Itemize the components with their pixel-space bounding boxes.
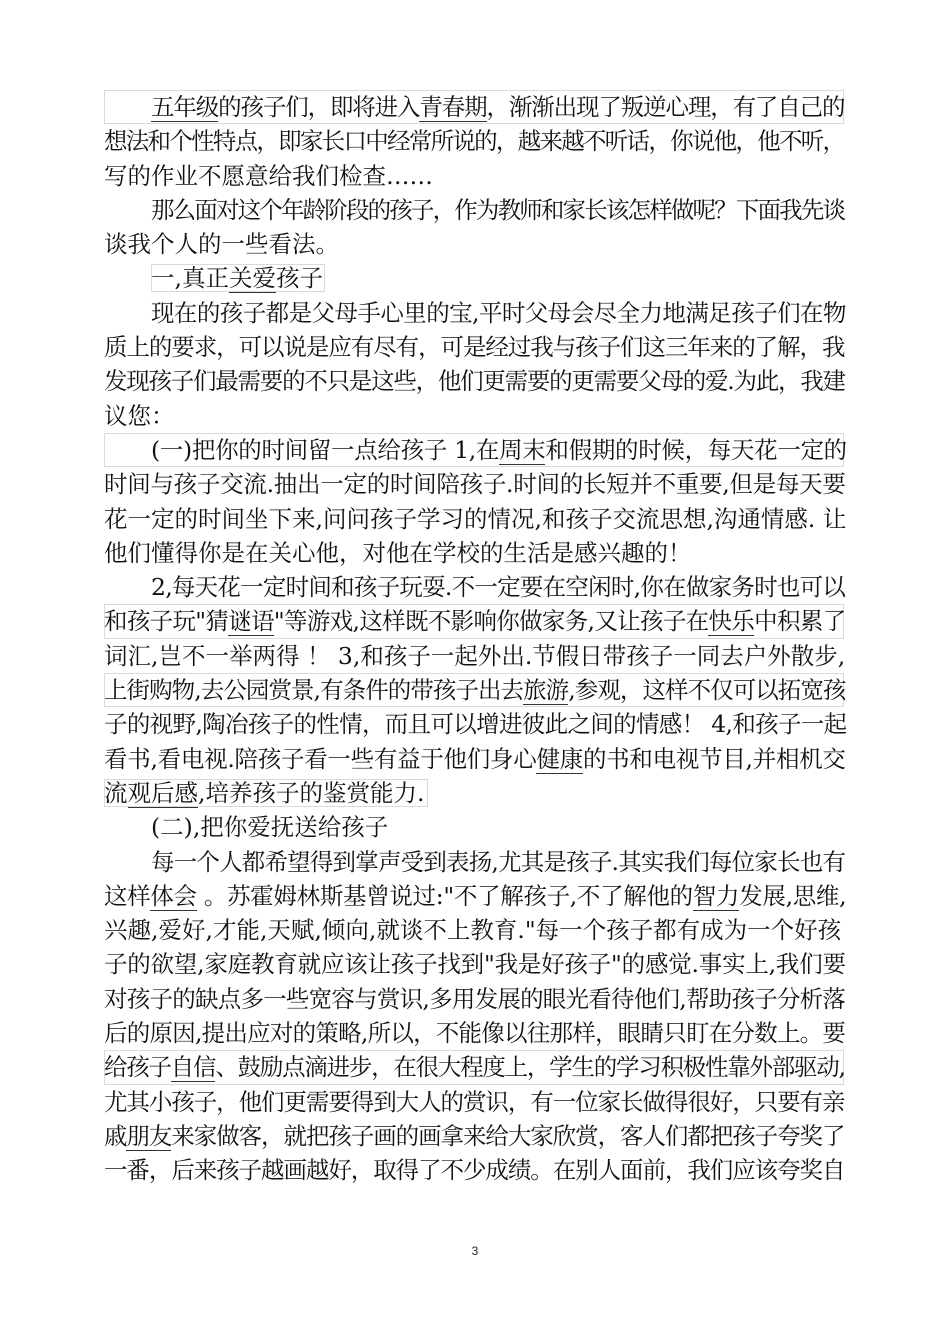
underlined-term: 朋友 (126, 1121, 172, 1150)
text-line: 发现孩子们最需要的不只是这些，他们更需要的更需要父母的爱.为此，我建 (104, 367, 845, 396)
subsection-heading: (一)把你的时间留一点给孩子 1,在周末和假期的时候，每天花一定的 (104, 433, 844, 467)
text-line: 一番，后来孩子越画越好，取得了不少成绩。在别人面前，我们应该夸奖自 (104, 1156, 845, 1185)
text-line: 议您： (104, 401, 175, 430)
document-body (104, 90, 847, 1188)
text-line: 质上的要求，可以说是应有尽有，可是经过我与孩子们这三年来的了解，我 (104, 333, 845, 362)
underlined-term: 健康 (536, 744, 583, 773)
text-line: 那么面对这个年龄阶段的孩子，作为教师和家长该怎样做呢？下面我先谈 (151, 195, 845, 224)
text-line: 和孩子玩"猜谜语"等游戏,这样既不影响你做家务,又让孩子在快乐中积累了 (104, 604, 844, 638)
text-line: 谈我个人的一些看法。 (104, 230, 339, 259)
underlined-term: 谜语 (228, 607, 274, 636)
page-number: 3 (471, 1244, 479, 1258)
text-line: 现在的孩子都是父母手心里的宝,平时父母会尽全力地满足孩子们在物 (151, 298, 846, 327)
text-line: 看书,看电视.陪孩子看一些有益于他们身心健康的书和电视节目,并相机交 (104, 744, 846, 773)
text-line: 子的欲望,家庭教育就应该让孩子找到"我是好孩子"的感觉.事实上,我们要 (104, 950, 846, 979)
section-heading: 一,真正关爱孩子 (151, 264, 323, 293)
underlined-term: 周末 (499, 435, 546, 464)
text-line: 上街购物,去公园赏景,有条件的带孩子出去旅游,参观，这样不仅可以拓宽孩 (104, 673, 844, 707)
underlined-term: 五年级 (151, 93, 219, 121)
underlined-term: 快乐 (708, 607, 755, 636)
text-line: 时间与孩子交流.抽出一定的时间陪孩子.时间的长短并不重要,但是每天要 (104, 470, 846, 499)
text-line: 花一定的时间坐下来,问问孩子学习的情况,和孩子交流思想,沟通情感. 让 (104, 504, 847, 533)
text-line: 给孩子自信、鼓励点滴进步，在很大程度上，学生的学习积极性靠外部驱动, (104, 1050, 844, 1084)
text-line: 尤其小孩子，他们更需要得到大人的赏识，有一位家长做得很好，只要有亲 (104, 1087, 845, 1116)
text-line: 后的原因,提出应对的策略,所以，不能像以往那样，眼睛只盯在分数上。要 (104, 1019, 846, 1048)
text-line: 子的视野,陶冶孩子的性情，而且可以增进彼此之间的情感！ 4,和孩子一起 (104, 710, 847, 739)
text-line: 戚朋友来家做客，就把孩子画的画拿来给大家欣赏，客人们都把孩子夸奖了 (104, 1121, 845, 1150)
underlined-term: 智力 (692, 881, 740, 910)
text-line: 写的作业不愿意给我们检查…… (104, 161, 433, 190)
underlined-term: 观后感 (127, 778, 198, 807)
text-line: 每一个人都希望得到掌声受到表扬,尤其是孩子.其实我们每位家长也有 (151, 847, 846, 876)
text-line: 想法和个性特点，即家长口中经常所说的，越来越不听话，你说他，他不听， (104, 127, 845, 156)
subsection-heading: (二),把你爱抚送给孩子 (151, 813, 389, 842)
underlined-term: 体会 (150, 881, 197, 910)
underlined-term: 关爱 (228, 264, 276, 293)
text-line: 流观后感,培养孩子的鉴赏能力. (104, 776, 844, 810)
text-line: 五年级的孩子们，即将进入青春期，渐渐出现了叛逆心理，有了自己的 (104, 90, 844, 124)
text-line: 他们懂得你是在关心他，对他在学校的生活是感兴趣的！ (104, 538, 692, 567)
underlined-term: 青春期 (419, 93, 487, 121)
text-line: 兴趣,爱好,才能,天赋,倾向,就谈不上教育."每一个孩子都有成为一个好孩 (104, 916, 842, 945)
underlined-term: 旅游 (523, 676, 569, 705)
text-line: 词汇,岂不一举两得 ！ 3,和孩子一起外出.节假日带孩子一同去户外散步, (104, 641, 846, 670)
underlined-term: 自信 (170, 1053, 216, 1082)
text-line: 对孩子的缺点多一些宽容与赏识,多用发展的眼光看待他们,帮助孩子分析落 (104, 984, 846, 1013)
text-line: 2,每天花一定时间和孩子玩耍.不一定要在空闲时,你在做家务时也可以 (151, 573, 846, 602)
text-line: 这样体会 。苏霍姆林斯基曾说过:"不了解孩子,不了解他的智力发展,思维, (104, 881, 847, 910)
